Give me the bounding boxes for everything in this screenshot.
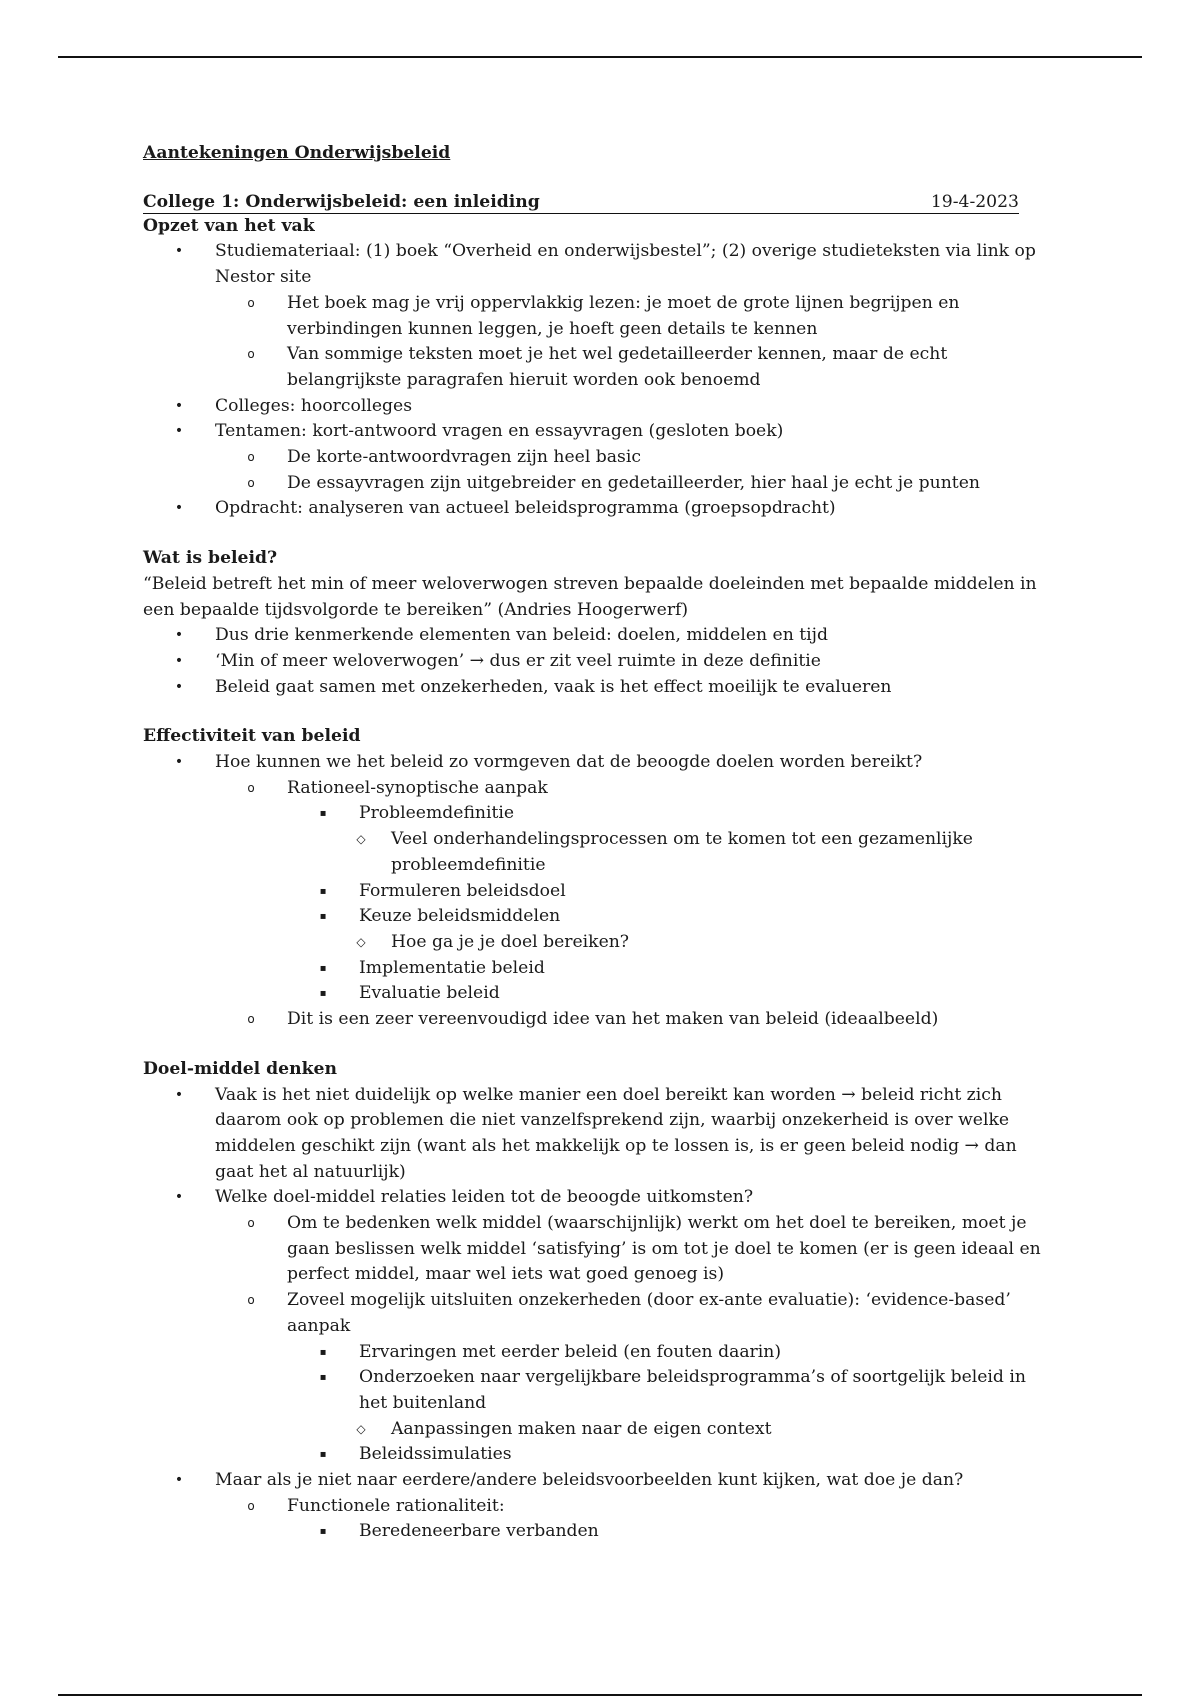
list-item: • Hoe kunnen we het beleid zo vormgeven dat de beoogde doelen worden bereikt? o Rationeel-synoptische aanpak ▪ Probleemdefinitie ◇ Veel onderhandelingsprocessen om te komen tot een gezamenlijke probleemdefinitie ▪ Formuleren beleidsdoel ▪ Keuze beleidsmiddelen ◇ Hoe ga je je doel bereiken? ▪ Implementatie beleid ▪ Evaluatie beleid o Dit is een zeer vereenvoudigd idee van het maken van beleid (ideaalbeeld) bbox=[143, 750, 1058, 1033]
list-item: ◇ Aanpassingen maken naar de eigen context bbox=[359, 1417, 1058, 1443]
list-item: • Tentamen: kort-antwoord vragen en essayvragen (gesloten boek) o De korte-antwoordvragen zijn heel basic o De essayvragen zijn uitgebreider en gedetailleerder, hier haal je echt je punten bbox=[143, 419, 1058, 496]
square-bullet-icon: ▪ bbox=[319, 962, 327, 974]
square-bullet-icon: ▪ bbox=[319, 1449, 327, 1461]
list-item: • Studiemateriaal: (1) boek “Overheid en onderwijsbestel”; (2) overige studieteksten via link op Nestor site o Het boek mag je vrij oppervlakkig lezen: je moet de grote lijnen begrijpen en verbindingen kunnen leggen, je hoeft geen details te kennen o Van sommige teksten moet je het wel gedetailleerder kennen, maar de echt belangrijkste paragrafen hieruit worden ook benoemd bbox=[143, 239, 1058, 393]
list-item: • Vaak is het niet duidelijk op welke manier een doel bereikt kan worden → beleid richt zich daarom ook op problemen die niet vanzelfsprekend zijn, waarbij onzekerheid is over welke middelen geschikt zijn (want als het makkelijk op te lossen is, is er geen beleid nodig → dan gaat het al natuurlijk) bbox=[143, 1083, 1058, 1186]
list-item: o Om te bedenken welk middel (waarschijnlijk) werkt om het doel te bereiken, moet je gaan beslissen welk middel ‘satisfying’ is om tot je doel te komen (er is geen ideaal en perfect middel, maar wel iets wat goed genoeg is) bbox=[215, 1211, 1058, 1288]
sub-list bbox=[287, 1340, 1058, 1469]
list-item: o Functionele rationaliteit: ▪ Beredeneerbare verbanden bbox=[215, 1494, 1058, 1545]
list-item: • Maar als je niet naar eerdere/andere beleidsvoorbeelden kunt kijken, wat doe je dan? o Functionele rationaliteit: ▪ Beredeneerbare verbanden bbox=[143, 1468, 1058, 1545]
square-bullet-icon: ▪ bbox=[319, 988, 327, 1000]
list-item: o De essayvragen zijn uitgebreider en gedetailleerder, hier haal je echt je punten bbox=[215, 471, 1058, 497]
sub-list bbox=[215, 445, 1058, 496]
list-item: ▪ Probleemdefinitie ◇ Veel onderhandelingsprocessen om te komen tot een gezamenlijke probleemdefinitie bbox=[287, 801, 1058, 878]
bullet-list bbox=[143, 623, 1058, 700]
footer-rule bbox=[58, 1694, 1142, 1696]
bullet-icon: • bbox=[174, 1189, 184, 1206]
bullet-list bbox=[143, 1083, 1058, 1546]
list-item: o Dit is een zeer vereenvoudigd idee van het maken van beleid (ideaalbeeld) bbox=[215, 1007, 1058, 1033]
bullet-icon: • bbox=[174, 754, 184, 771]
bullet-icon: • bbox=[174, 678, 184, 695]
list-item: • Opdracht: analyseren van actueel beleidsprogramma (groepsopdracht) bbox=[143, 496, 1058, 522]
diamond-bullet-icon: ◇ bbox=[356, 934, 366, 949]
bullet-icon: • bbox=[174, 423, 184, 440]
bullet-icon: • bbox=[174, 243, 184, 260]
diamond-bullet-icon: ◇ bbox=[356, 1421, 366, 1436]
list-item: o Zoveel mogelijk uitsluiten onzekerheden (door ex-ante evaluatie): ‘evidence-based’ aanpak ▪ Ervaringen met eerder beleid (en fouten daarin) ▪ Onderzoeken naar vergelijkbare beleidsprogramma’s of soortgelijk beleid in het buitenland ◇ Aanpassingen maken naar de eigen context ▪ Beleidssimulaties bbox=[215, 1288, 1058, 1468]
sub-list bbox=[215, 776, 1058, 1033]
bullet-icon: • bbox=[174, 652, 184, 669]
list-item: ▪ Beredeneerbare verbanden bbox=[287, 1519, 1058, 1545]
college-title: College 1: Onderwijsbeleid: een inleiding bbox=[143, 191, 540, 212]
square-bullet-icon: ▪ bbox=[319, 885, 327, 897]
bullet-icon: • bbox=[174, 1086, 184, 1103]
bullet-icon: • bbox=[174, 397, 184, 414]
list-item: ▪ Onderzoeken naar vergelijkbare beleidsprogramma’s of soortgelijk beleid in het buitenland ◇ Aanpassingen maken naar de eigen context bbox=[287, 1365, 1058, 1442]
sub-list bbox=[215, 291, 1058, 394]
bullet-list bbox=[143, 239, 1058, 522]
list-item: • Welke doel-middel relaties leiden tot de beoogde uitkomsten? o Om te bedenken welk middel (waarschijnlijk) werkt om het doel te bereiken, moet je gaan beslissen welk middel ‘satisfying’ is om tot je doel te komen (er is geen ideaal en perfect middel, maar wel iets wat goed genoeg is) o Zoveel mogelijk uitsluiten onzekerheden (door ex-ante evaluatie): ‘evidence-based’ aanpak ▪ Ervaringen met eerder beleid (en fouten daarin) ▪ Onderzoeken naar vergelijkbare beleidsprogramma’s of soortgelijk beleid in het buitenland ◇ Aanpassingen maken naar de eigen context ▪ Beleidssimulaties bbox=[143, 1185, 1058, 1468]
list-item: ▪ Beleidssimulaties bbox=[287, 1442, 1058, 1468]
circle-bullet-icon: o bbox=[247, 1293, 255, 1308]
sub-list bbox=[287, 1519, 1058, 1545]
definition-quote: “Beleid betreft het min of meer weloverwogen streven bepaalde doeleinden met bepaalde middelen in een bepaalde tijdsvolgorde te bereiken” (Andries Hoogerwerf) bbox=[143, 573, 1037, 620]
list-item: • ‘Min of meer weloverwogen’ → dus er zit veel ruimte in deze definitie bbox=[143, 649, 1058, 675]
circle-bullet-icon: o bbox=[247, 1012, 255, 1027]
circle-bullet-icon: o bbox=[247, 1216, 255, 1231]
list-item: ▪ Ervaringen met eerder beleid (en fouten daarin) bbox=[287, 1340, 1058, 1366]
circle-bullet-icon: o bbox=[247, 475, 255, 490]
bullet-icon: • bbox=[174, 627, 184, 644]
sub-list bbox=[356, 827, 1058, 878]
section-heading-doel-middel: Doel-middel denken bbox=[143, 1058, 337, 1079]
sub-list bbox=[215, 1211, 1058, 1468]
college-heading bbox=[143, 191, 1019, 214]
bullet-list bbox=[143, 750, 1058, 1033]
bullet-icon: • bbox=[174, 1472, 184, 1489]
list-item: o De korte-antwoordvragen zijn heel basic bbox=[215, 445, 1058, 471]
circle-bullet-icon: o bbox=[247, 450, 255, 465]
diamond-bullet-icon: ◇ bbox=[356, 832, 366, 847]
section-heading-opzet: Opzet van het vak bbox=[143, 215, 315, 236]
circle-bullet-icon: o bbox=[247, 1498, 255, 1513]
square-bullet-icon: ▪ bbox=[319, 1372, 327, 1384]
sub-list bbox=[356, 930, 1058, 956]
sub-list bbox=[215, 1494, 1058, 1545]
list-item: o Van sommige teksten moet je het wel gedetailleerder kennen, maar de echt belangrijkste paragrafen hieruit worden ook benoemd bbox=[215, 342, 1058, 393]
circle-bullet-icon: o bbox=[247, 347, 255, 362]
list-item: • Dus drie kenmerkende elementen van beleid: doelen, middelen en tijd bbox=[143, 623, 1058, 649]
square-bullet-icon: ▪ bbox=[319, 808, 327, 820]
section-heading-effectiviteit: Effectiviteit van beleid bbox=[143, 726, 361, 747]
list-item: ◇ Hoe ga je je doel bereiken? bbox=[359, 930, 1058, 956]
list-item: o Het boek mag je vrij oppervlakkig lezen: je moet de grote lijnen begrijpen en verbindingen kunnen leggen, je hoeft geen details te kennen bbox=[215, 291, 1058, 342]
sub-list bbox=[356, 1417, 1058, 1443]
square-bullet-icon: ▪ bbox=[319, 1526, 327, 1538]
list-item: ▪ Keuze beleidsmiddelen ◇ Hoe ga je je doel bereiken? bbox=[287, 904, 1058, 955]
list-item: ▪ Formuleren beleidsdoel bbox=[287, 879, 1058, 905]
list-item: • Beleid gaat samen met onzekerheden, vaak is het effect moeilijk te evalueren bbox=[143, 675, 1058, 701]
circle-bullet-icon: o bbox=[247, 295, 255, 310]
sub-list bbox=[287, 801, 1058, 1007]
square-bullet-icon: ▪ bbox=[319, 911, 327, 923]
list-item: o Rationeel-synoptische aanpak ▪ Probleemdefinitie ◇ Veel onderhandelingsprocessen om te komen tot een gezamenlijke probleemdefinitie ▪ Formuleren beleidsdoel ▪ Keuze beleidsmiddelen ◇ Hoe ga je je doel bereiken? ▪ Implementatie beleid ▪ Evaluatie beleid bbox=[215, 776, 1058, 1007]
list-item: ▪ Implementatie beleid bbox=[287, 956, 1058, 982]
list-item: ◇ Veel onderhandelingsprocessen om te komen tot een gezamenlijke probleemdefinitie bbox=[359, 827, 1058, 878]
square-bullet-icon: ▪ bbox=[319, 1346, 327, 1358]
list-item: • Colleges: hoorcolleges bbox=[143, 394, 1058, 420]
document-page bbox=[143, 141, 1058, 1545]
circle-bullet-icon: o bbox=[247, 780, 255, 795]
section-heading-wat-is-beleid: Wat is beleid? bbox=[143, 548, 278, 569]
college-date: 19-4-2023 bbox=[930, 191, 1019, 212]
document-title: Aantekeningen Onderwijsbeleid bbox=[143, 143, 451, 163]
bullet-icon: • bbox=[174, 500, 184, 517]
header-rule bbox=[58, 56, 1142, 58]
list-item: ▪ Evaluatie beleid bbox=[287, 981, 1058, 1007]
